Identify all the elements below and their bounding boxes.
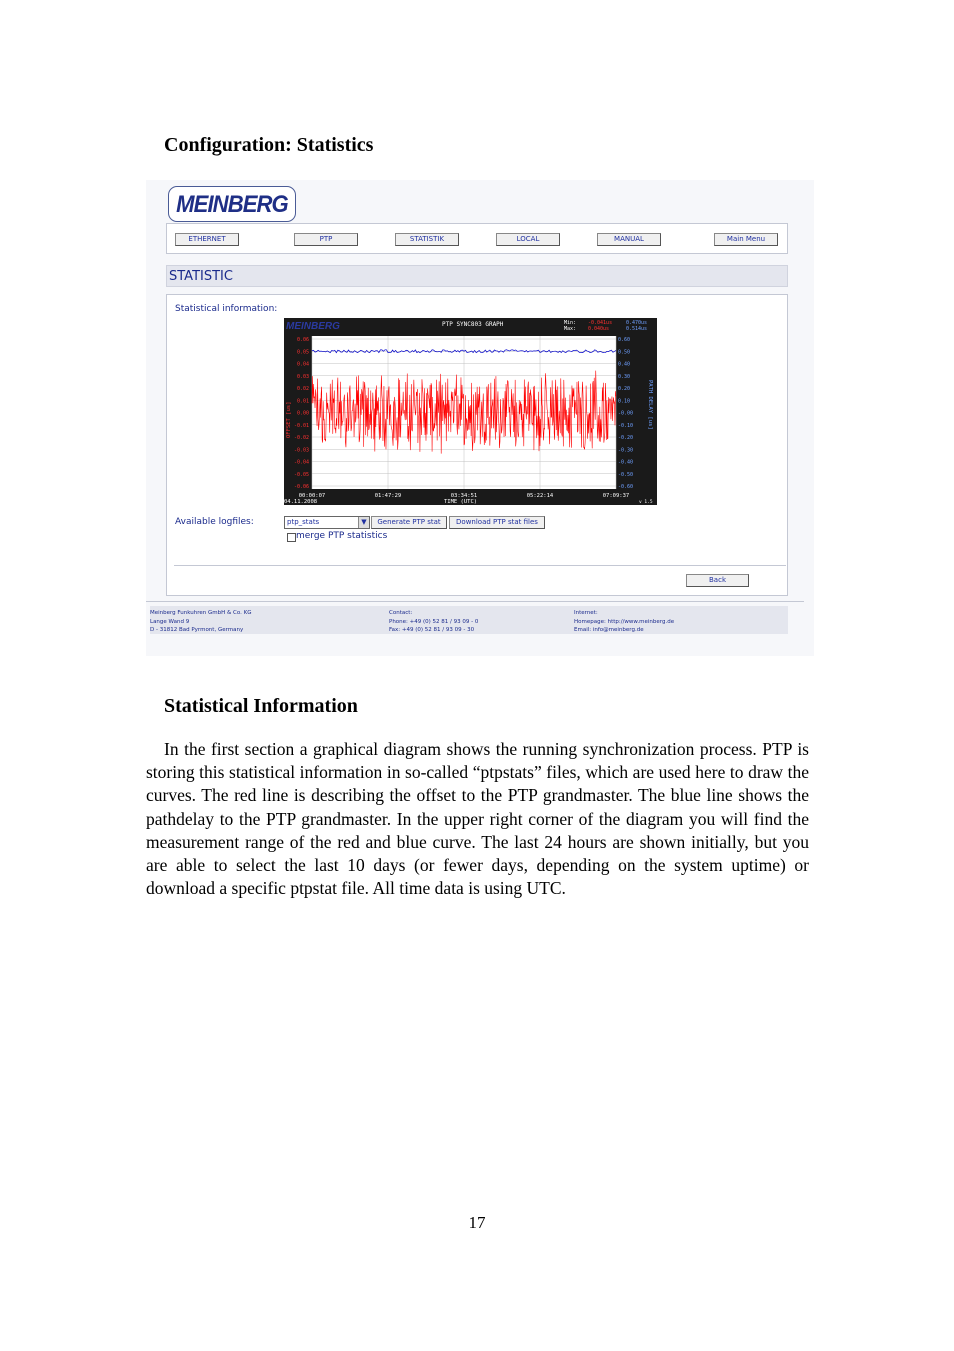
right-tick-label: 0.40: [618, 361, 631, 368]
ptp-sync-graph: [284, 318, 657, 505]
graph-title: PTP SYNC803 GRAPH: [442, 321, 504, 328]
page-number: 17: [468, 1213, 486, 1232]
chevron-down-icon[interactable]: ▼: [358, 517, 369, 528]
right-tick-label: 0.10: [618, 398, 631, 405]
left-tick-label: 0.03: [296, 373, 309, 380]
offset-max-value: 0.040us: [588, 326, 610, 332]
footer-company-city: D - 31812 Bad Pyrmont, Germany: [150, 627, 244, 633]
statistic-title: STATISTIC: [169, 269, 233, 284]
left-tick-label: 0.06: [296, 337, 309, 343]
footer-divider: [146, 601, 804, 602]
statistic-title-bar: [166, 265, 788, 287]
right-tick-label: 0.20: [618, 386, 631, 392]
right-tick-label: -0.60: [618, 484, 634, 490]
nav-button-statistik[interactable]: STATISTIK: [395, 233, 459, 246]
x-tick-label: 07:09:37: [602, 493, 630, 499]
x-tick-label: 01:47:29: [374, 493, 402, 499]
left-tick-label: 0.05: [296, 349, 309, 356]
graph-logo-text: MEINBERG: [286, 321, 340, 332]
right-tick-label: -0.10: [618, 422, 634, 429]
logo-text: MEINBERG: [176, 191, 288, 218]
footer-contact-title: Contact:: [389, 610, 413, 616]
footer-internet: [574, 609, 674, 635]
right-tick-label: -0.00: [618, 410, 634, 417]
footer-company-name: Meinberg Funkuhren GmbH & Co. KG: [150, 610, 252, 616]
delay-min-value: 0.470us: [626, 320, 648, 326]
left-axis-label: OFFSET [us]: [286, 401, 292, 438]
meinberg-logo: [168, 186, 296, 222]
left-tick-label: -0.03: [293, 447, 309, 454]
right-tick-label: -0.50: [618, 471, 634, 478]
left-tick-label: -0.06: [293, 484, 309, 490]
download-ptp-stat-files-button[interactable]: Download PTP stat files: [449, 516, 545, 529]
web-interface-screenshot: [146, 180, 814, 656]
right-tick-label: 0.50: [618, 349, 631, 356]
footer-contact-fax: Fax: +49 (0) 52 81 / 93 09 - 30: [389, 627, 475, 633]
footer-company-street: Lange Wand 9: [150, 618, 190, 625]
footer-email-link[interactable]: Email: info@meinberg.de: [574, 627, 644, 633]
x-tick-label: 05:22:14: [526, 493, 554, 499]
logfile-select-value: ptp_stats: [287, 518, 320, 526]
footer-contact-phone: Phone: +49 (0) 52 81 / 93 09 - 0: [389, 618, 479, 625]
logfile-select[interactable]: [284, 516, 370, 529]
left-tick-label: -0.02: [293, 435, 309, 441]
graph-version: v 1.5: [639, 500, 653, 505]
footer-homepage-link[interactable]: Homepage: http://www.meinberg.de: [574, 618, 675, 625]
range-min-label: Min:: [564, 320, 577, 326]
footer-contact: [389, 609, 478, 635]
range-max-label: Max:: [564, 326, 577, 332]
available-logfiles-label: Available logfiles:: [175, 517, 254, 527]
x-tick-label: 03:34:51: [450, 493, 478, 499]
left-tick-label: 0.02: [296, 386, 309, 392]
section-heading-statistical-information: Statistical Information: [164, 695, 358, 717]
ptp-chart-svg: [284, 318, 657, 505]
back-button[interactable]: Back: [686, 574, 749, 587]
body-paragraph: In the first section a graphical diagram shows the running synchronization process. PTP is storing this statistical information in so-called “ptpstats” files, which are used here to draw the curves. The red line is describing the offset to the PTP grandmaster. The blue line shows the pathdelay to the PTP grandmaster. In the upper right corner of the diagram you will find the measurement range of the red and blue curve. The last 24 hours are shown initially, but you are able to select the last 10 days (or fewer days, depending on the system uptime) or download a specific ptpstat file. All time data is using UTC.: [146, 739, 809, 899]
right-tick-label: 0.60: [618, 337, 631, 343]
left-tick-label: 0.04: [296, 361, 309, 368]
right-tick-label: -0.40: [618, 459, 634, 466]
nav-button-ethernet[interactable]: ETHERNET: [175, 233, 239, 246]
left-tick-label: -0.04: [293, 459, 309, 466]
right-axis-label: PATH DELAY [us]: [647, 380, 653, 430]
section-heading-configuration: Configuration: Statistics: [164, 134, 374, 156]
left-tick-label: -0.05: [293, 471, 309, 478]
content-divider: [174, 565, 786, 566]
x-axis-label: TIME (UTC): [444, 499, 478, 505]
nav-button-main-menu[interactable]: Main Menu: [714, 233, 778, 246]
footer-internet-title: Internet:: [574, 610, 598, 616]
nav-button-manual[interactable]: MANUAL: [597, 233, 661, 246]
merge-checkbox[interactable]: [287, 533, 296, 542]
left-tick-label: -0.01: [293, 422, 309, 429]
merge-checkbox-label: merge PTP statistics: [296, 531, 388, 541]
graph-date: 04.11.2008: [284, 499, 318, 505]
left-tick-label: 0.00: [296, 410, 309, 417]
right-tick-label: 0.30: [618, 373, 631, 380]
right-tick-label: -0.20: [618, 435, 634, 441]
nav-button-local[interactable]: LOCAL: [496, 233, 560, 246]
nav-button-ptp[interactable]: PTP: [294, 233, 358, 246]
navigation-bar: [166, 223, 788, 254]
generate-ptp-stat-button[interactable]: Generate PTP stat: [371, 516, 447, 529]
right-tick-label: -0.30: [618, 447, 634, 454]
delay-max-value: 0.514us: [626, 326, 648, 332]
footer-company: [150, 609, 252, 635]
x-tick-label: 00:00:07: [298, 493, 326, 499]
offset-min-value: -0.041us: [588, 320, 613, 326]
left-tick-label: 0.01: [296, 398, 309, 405]
statistical-information-label: Statistical information:: [175, 304, 278, 314]
footer: [150, 606, 788, 634]
